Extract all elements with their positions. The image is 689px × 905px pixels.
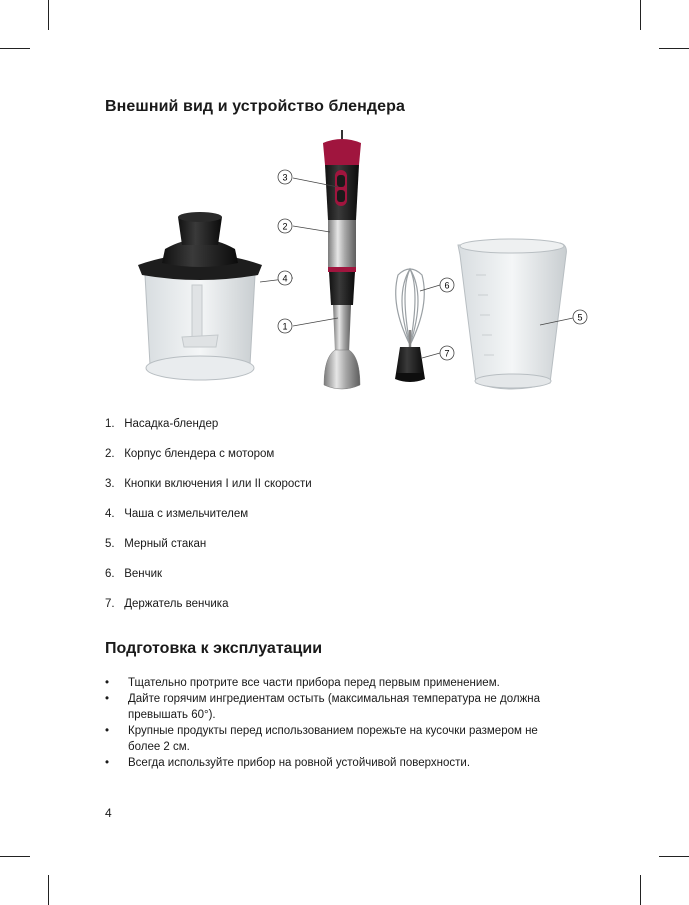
callout-3: [278, 170, 292, 184]
list-item: 3. Кнопки включения I или II скорости: [105, 478, 312, 490]
crop-mark: [640, 0, 641, 30]
crop-mark: [0, 48, 30, 49]
blender-set-illustration: [120, 125, 600, 400]
bullet-icon: •: [105, 693, 110, 705]
svg-text:1: 1: [282, 321, 288, 332]
page-number: 4: [105, 806, 112, 820]
svg-text:6: 6: [444, 280, 450, 291]
list-item: 7. Держатель венчика: [105, 598, 229, 610]
svg-text:5: 5: [577, 312, 583, 323]
list-item: 4. Чаша с измельчителем: [105, 508, 249, 520]
section-title-preparation: Подготовка к эксплуатации: [105, 640, 323, 657]
bullet-icon: •: [105, 677, 110, 689]
chopper-bowl: [138, 212, 262, 380]
crop-mark: [48, 0, 49, 30]
crop-mark: [48, 875, 49, 905]
measuring-cup: [458, 239, 566, 389]
crop-mark: [659, 48, 689, 49]
preparation-list: [105, 675, 585, 771]
crop-mark: [659, 856, 689, 857]
list-item: • Дайте горячим ингредиентам остыть (максимальная температура не должна превышать 60°).: [105, 693, 541, 721]
section-title-appearance: Внешний вид и устройство блендера: [105, 98, 406, 115]
svg-text:7: 7: [444, 348, 450, 359]
list-item: 1. Насадка-блендер: [105, 418, 219, 430]
svg-text:3: 3: [282, 172, 288, 183]
callout-4: [278, 271, 292, 285]
crop-mark: [0, 856, 30, 857]
bullet-icon: •: [105, 725, 110, 737]
list-item: • Всегда используйте прибор на ровной устойчивой поверхности.: [105, 757, 471, 769]
crop-mark: [640, 875, 641, 905]
svg-text:4: 4: [282, 273, 288, 284]
hand-blender: [323, 130, 361, 389]
svg-text:2: 2: [282, 221, 288, 232]
list-item: 5. Мерный стакан: [105, 538, 207, 550]
list-item: 2. Корпус блендера с мотором: [105, 448, 275, 460]
list-item: • Тщательно протрите все части прибора перед первым применением.: [105, 677, 500, 689]
list-item: 6. Венчик: [105, 568, 163, 580]
callout-6: [440, 278, 454, 292]
bullet-icon: •: [105, 757, 110, 769]
callout-7: [440, 346, 454, 360]
list-item: • Крупные продукты перед использованием порежьте на кусочки размером не более 2 см.: [105, 725, 538, 753]
callout-1: [278, 319, 292, 333]
whisk: [396, 269, 425, 349]
callout-2: [278, 219, 292, 233]
whisk-holder: [395, 347, 425, 382]
callout-5: [573, 310, 587, 324]
